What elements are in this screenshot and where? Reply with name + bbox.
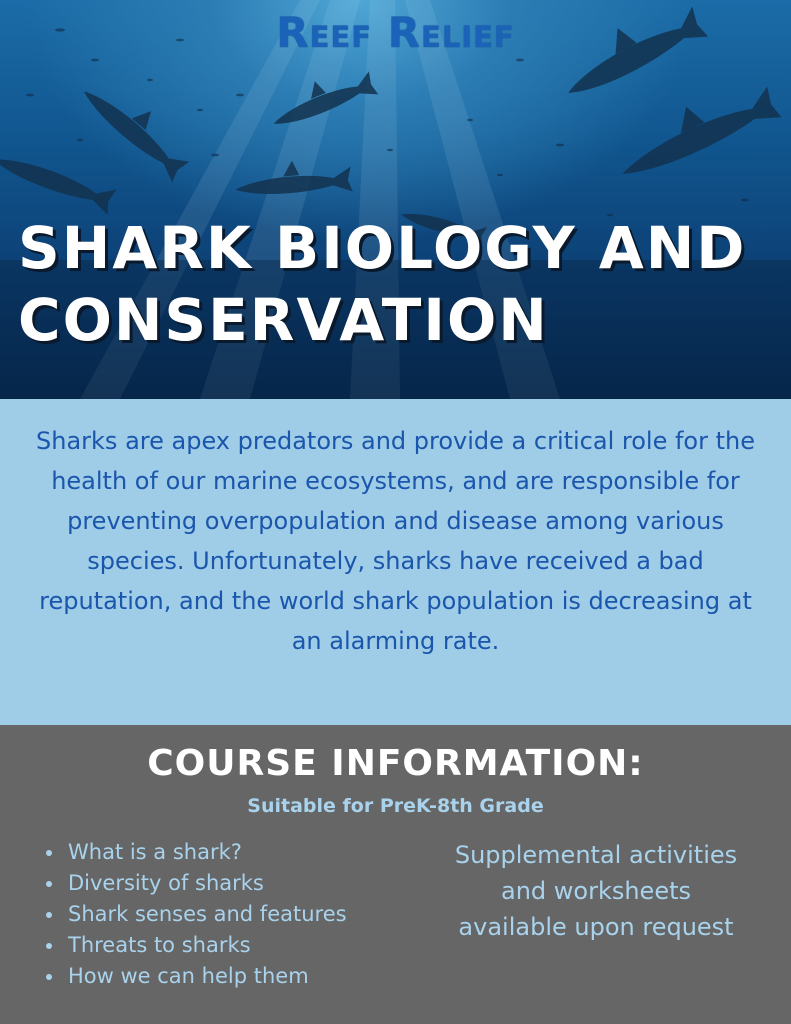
topic-label: Shark senses and features: [68, 902, 347, 926]
topic-label: How we can help them: [68, 964, 309, 988]
topic-label: Diversity of sharks: [68, 871, 264, 895]
shark-silhouette: [76, 70, 199, 182]
shark-silhouette: [233, 156, 353, 202]
bullet-dot-icon: [46, 850, 52, 856]
list-item: [44, 868, 347, 899]
list-item: [44, 961, 347, 992]
page-title: SHARK BIOLOGY AND CONSERVATION: [18, 214, 747, 354]
bullet-dot-icon: [46, 974, 52, 980]
list-item: [44, 899, 347, 930]
topic-label: What is a shark?: [68, 840, 242, 864]
list-item: [44, 930, 347, 961]
course-information-section: [0, 725, 791, 1024]
topic-list: [44, 837, 347, 992]
brand-logo: Reef Relief: [276, 8, 515, 57]
shark-silhouette: [265, 61, 379, 135]
grade-suitability: Suitable for PreK-8th Grade: [247, 795, 544, 817]
shark-silhouette: [0, 146, 117, 214]
intro-section: [0, 399, 791, 725]
topic-label: Threats to sharks: [68, 933, 251, 957]
bullet-dot-icon: [46, 881, 52, 887]
bullet-dot-icon: [46, 912, 52, 918]
bullet-dot-icon: [46, 943, 52, 949]
list-item: [44, 837, 347, 868]
hero-underwater-photo: [0, 0, 791, 399]
course-heading: COURSE INFORMATION:: [147, 743, 644, 784]
shark-silhouette: [608, 72, 781, 188]
intro-text: Sharks are apex predators and provide a critical role for the health of our marine ecosystems, and are responsible for preventing overpopulation and disease among various species. Unfortunately, sharks have received a bad reputation, and the world shark population is decreasing at an alarming rate.: [36, 427, 755, 655]
supplemental-note: Supplemental activities and worksheets available upon request: [454, 841, 738, 941]
